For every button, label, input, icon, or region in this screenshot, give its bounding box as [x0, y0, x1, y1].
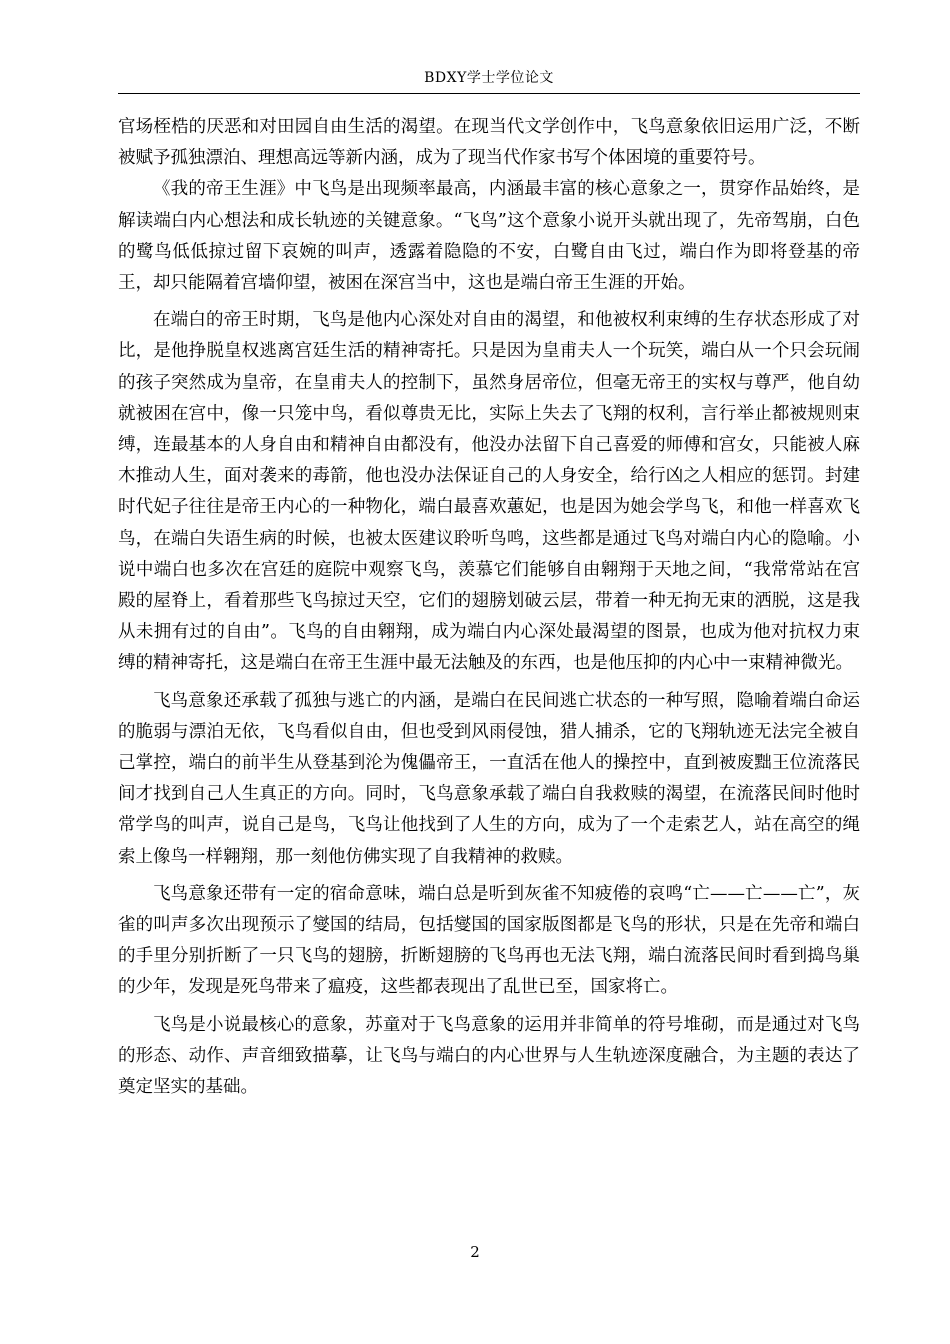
paragraph: 《我的帝王生涯》中飞鸟是出现频率最高，内涵最丰富的核心意象之一，贯穿作品始终，是解读端白内心想法和成长轨迹的关键意象。“飞鸟”这个意象小说开头就出现了，先帝驾崩，白色的鹭鸟低低掠过留下哀婉的叫声，透露着隐隐的不安，白鹭自由飞过，端白作为即将登基的帝王，却只能隔着宫墙仰望，被困在深宫当中，这也是端白帝王生涯的开始。: [118, 179, 860, 294]
running-header-title: BDXY学士学位论文: [424, 70, 554, 86]
paragraph: 飞鸟是小说最核心的意象，苏童对于飞鸟意象的运用并非简单的符号堆砌，而是通过对飞鸟的形态、动作、声音细致描摹，让飞鸟与端白的内心世界与人生轨迹深度融合，为主题的表达了奠定坚实的基础。: [118, 1014, 860, 1098]
paragraph-continued: 官场桎梏的厌恶和对田园自由生活的渴望。在现当代文学创作中，飞鸟意象依旧运用广泛，不断被赋予孤独漂泊、理想高远等新内涵，成为了现当代作家书写个体困境的重要符号。: [118, 117, 860, 169]
page-number: 2: [470, 1243, 480, 1261]
body-text: [118, 112, 860, 1103]
paragraph: 飞鸟意象还带有一定的宿命意味，端白总是听到灰雀不知疲倦的哀鸣“亡——亡——亡”，灰雀的叫声多次出现预示了燮国的结局，包括燮国的国家版图都是飞鸟的形状，只是在先帝和端白的手里分别折断了一只飞鸟的翅膀，折断翅膀的飞鸟再也无法飞翔，端白流落民间时看到捣鸟巢的少年，发现是死鸟带来了瘟疫，这些都表现出了乱世已至，国家将亡。: [118, 883, 860, 998]
running-header: [118, 68, 860, 94]
paragraph: 飞鸟意象还承载了孤独与逃亡的内涵，是端白在民间逃亡状态的一种写照，隐喻着端白命运的脆弱与漂泊无依，飞鸟看似自由，但也受到风雨侵蚀，猎人捕杀，它的飞翔轨迹无法完全被自己掌控，端白的前半生从登基到沦为傀儡帝王，一直活在他人的操控中，直到被废黜王位流落民间才找到自己人生真正的方向。同时，飞鸟意象承载了端白自我救赎的渴望，在流落民间时他时常学鸟的叫声，说自己是鸟，飞鸟让他找到了人生的方向，成为了一个走索艺人，站在高空的绳索上像鸟一样翱翔，那一刻他仿佛实现了自我精神的救赎。: [118, 690, 860, 867]
paragraph: 在端白的帝王时期，飞鸟是他内心深处对自由的渴望，和他被权利束缚的生存状态形成了对比，是他挣脱皇权逃离宫廷生活的精神寄托。只是因为皇甫夫人一个玩笑，端白从一个只会玩闹的孩子突然成为皇帝，在皇甫夫人的控制下，虽然身居帝位，但毫无帝王的实权与尊严，他自幼就被困在宫中，像一只笼中鸟，看似尊贵无比，实际上失去了飞翔的权利，言行举止都被规则束缚，连最基本的人身自由和精神自由都没有，他没办法留下自己喜爱的师傅和宫女，只能被人麻木推动人生，面对袭来的毒箭，他也没办法保证自己的人身安全，给行凶之人相应的惩罚。封建时代妃子往往是帝王内心的一种物化，端白最喜欢蕙妃，也是因为她会学鸟飞，和他一样喜欢飞鸟，在端白失语生病的时候，也被太医建议聆听鸟鸣，这些都是通过飞鸟对端白内心的隐喻。小说中端白也多次在宫廷的庭院中观察飞鸟，羡慕它们能够自由翱翔于天地之间，“我常常站在宫殿的屋脊上，看着那些飞鸟掠过天空，它们的翅膀划破云层，带着一种无拘无束的洒脱，这是我从未拥有过的自由”。飞鸟的自由翱翔，成为端白内心深处最渴望的图景，也成为他对抗权力束缚的精神寄托，这是端白在帝王生涯中最无法触及的东西，也是他压抑的内心中一束精神微光。: [118, 310, 860, 674]
